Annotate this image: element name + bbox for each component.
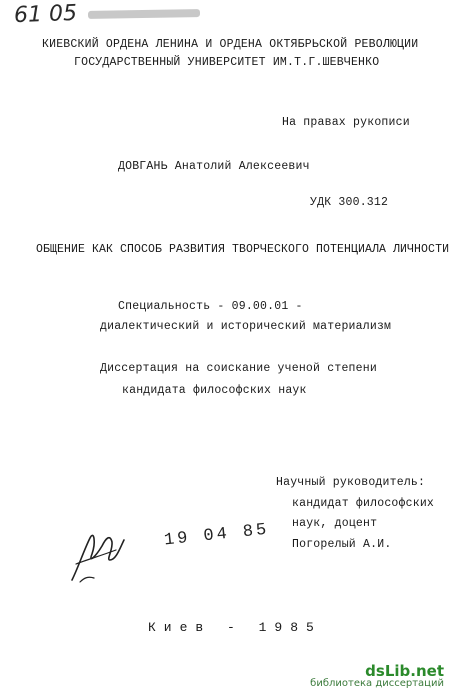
author-name: ДОВГАНЬ Анатолий Алексеевич: [118, 160, 310, 173]
watermark-tagline: библиотека диссертаций: [310, 678, 444, 689]
crossed-out-scribble: [88, 9, 200, 19]
dissertation-title: ОБЩЕНИЕ КАК СПОСОБ РАЗВИТИЯ ТВОРЧЕСКОГО ПОТЕНЦИАЛА ЛИЧНОСТИ: [36, 243, 450, 256]
supervisor-title: наук, доцент: [292, 517, 378, 530]
header-university-line2: ГОСУДАРСТВЕННЫЙ УНИВЕРСИТЕТ ИМ.Т.Г.ШЕВЧЕНКО: [74, 56, 380, 69]
udk-code: УДК 300.312: [310, 196, 389, 209]
handwritten-signature: [66, 520, 130, 586]
dissertation-line1: Диссертация на соискание ученой степени: [100, 362, 377, 375]
supervisor-name: Погорелый А.И.: [292, 538, 392, 551]
watermark: [310, 662, 444, 689]
dissertation-line2: кандидата философских наук: [122, 384, 307, 397]
handwritten-archive-number: 61 05: [13, 0, 78, 29]
supervisor-label: Научный руководитель:: [276, 476, 426, 489]
city-and-year: Киев - 1985: [148, 620, 322, 635]
rights-notice: На правах рукописи: [282, 116, 410, 129]
header-university-line1: КИЕВСКИЙ ОРДЕНА ЛЕНИНА И ОРДЕНА ОКТЯБРЬСКОЙ РЕВОЛЮЦИИ: [42, 38, 419, 51]
specialty-line2: диалектический и исторический материализм: [100, 320, 392, 333]
received-date-stamp: 19 04 85: [163, 520, 271, 551]
specialty-line1: Специальность - 09.00.01 -: [118, 300, 303, 313]
supervisor-degree: кандидат философских: [292, 497, 435, 510]
watermark-logo: dsLib.net: [365, 662, 444, 680]
